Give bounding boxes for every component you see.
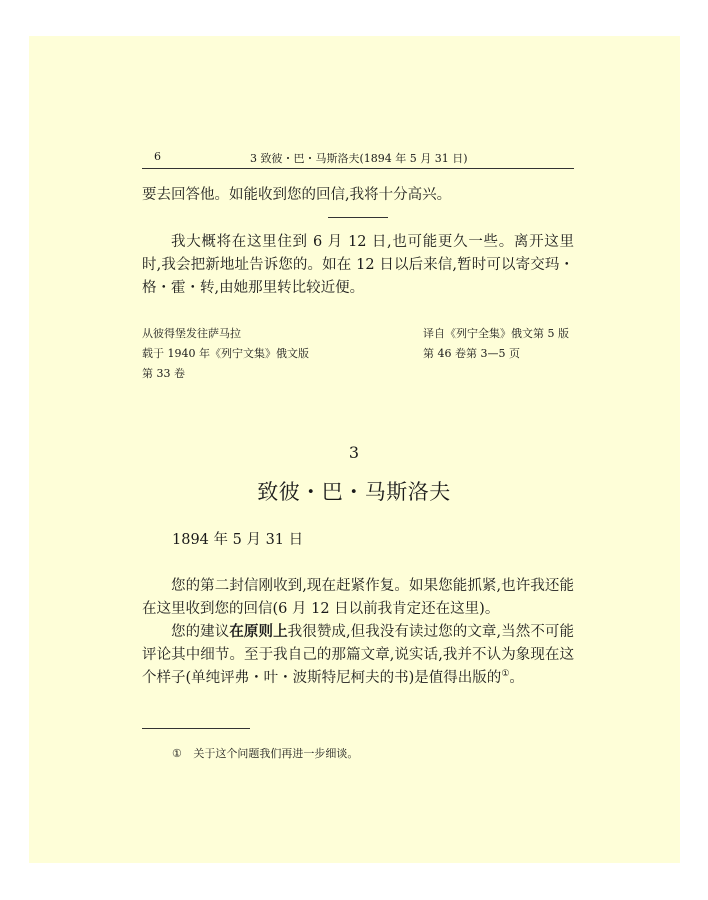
section-divider	[328, 217, 388, 218]
source-note-left	[142, 324, 309, 384]
footnote	[172, 745, 358, 761]
emphasis-text: 在原则上	[229, 624, 288, 640]
postscript-paragraph: 我大概将在这里住到 6 月 12 日,也可能更久一些。离开这里时,我会把新地址告诉您的。如在 12 日以后来信,暂时可以寄交玛・格・霍・转,由她那里转比较近便。	[142, 234, 574, 296]
paragraph-text: 您的建议	[171, 624, 230, 640]
paragraph-text: 我很赞成,但我没有读过您的文章,当然不可能评论其中细节。至于我自己的那篇文章,说实话,我并不认为象现在这个样子(单纯评弗・叶・波斯特尼柯夫的书)是值得出版的	[142, 624, 575, 686]
footnote-reference[interactable]: ①	[501, 669, 510, 680]
source-line: 译自《列宁全集》俄文第 5 版	[423, 327, 569, 340]
letter-number: 3	[348, 443, 360, 462]
letter-paragraph-2	[142, 621, 574, 690]
running-header	[142, 148, 574, 169]
closing-line: 要去回答他。如能收到您的回信,我将十分高兴。	[142, 187, 452, 203]
source-line: 第 33 卷	[142, 367, 185, 380]
letter-date: 1894 年 5 月 31 日	[172, 532, 304, 548]
source-line: 从彼得堡发往萨马拉	[142, 327, 241, 340]
source-note-right	[423, 324, 569, 364]
letter-title: 致彼・巴・马斯洛夫	[257, 480, 451, 504]
footnote-marker: ①	[172, 747, 182, 760]
footnote-rule	[142, 728, 250, 729]
source-line: 载于 1940 年《列宁文集》俄文版	[142, 347, 309, 360]
page-number: 6	[154, 150, 161, 163]
paragraph-text: 。	[509, 670, 524, 686]
source-line: 第 46 卷第 3—5 页	[423, 347, 520, 360]
letter-paragraph-1: 您的第二封信刚收到,现在赶紧作复。如果您能抓紧,也许我还能在这里收到您的回信(6 月 12 日以前我肯定还在这里)。	[142, 578, 574, 617]
running-title: 3 致彼・巴・马斯洛夫(1894 年 5 月 31 日)	[250, 152, 468, 165]
footnote-text: 关于这个问题我们再进一步细谈。	[193, 747, 359, 760]
